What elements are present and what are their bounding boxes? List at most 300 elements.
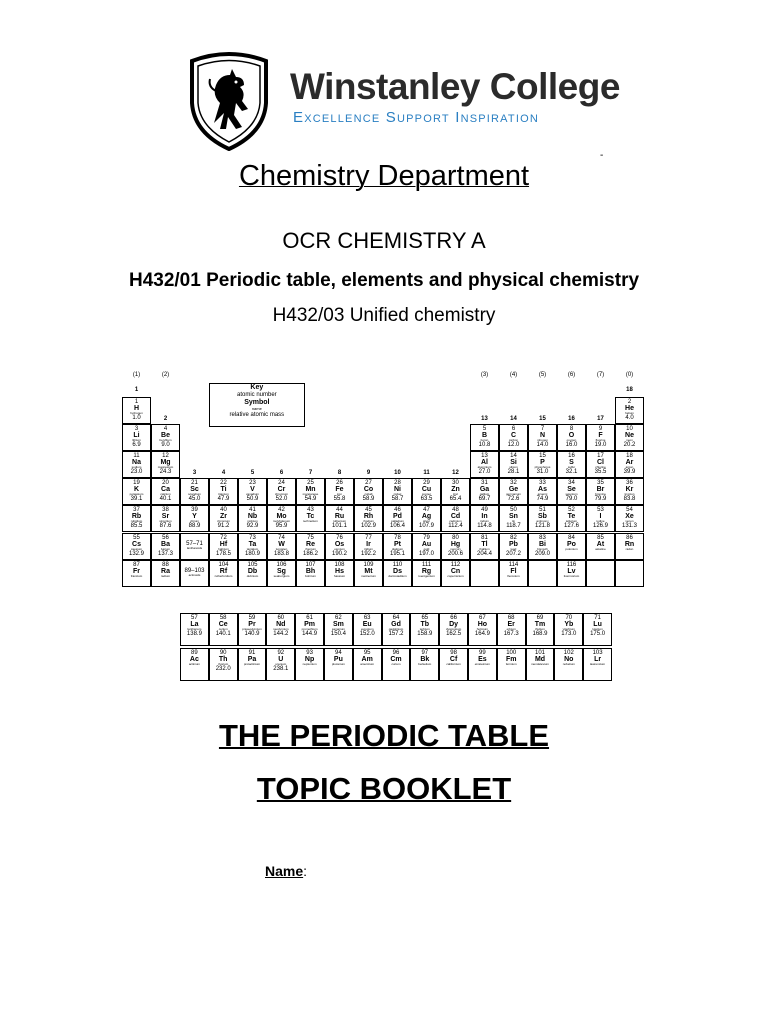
element-symbol: Er [507, 621, 515, 628]
element-cell [441, 560, 470, 587]
department-title: Chemistry Department [238, 160, 530, 192]
atomic-number: 103 [592, 650, 603, 656]
relative-atomic-mass: 167.3 [503, 631, 519, 637]
element-symbol: Ti [220, 486, 227, 494]
atomic-number: 29 [423, 480, 430, 487]
relative-atomic-mass: 85.5 [130, 523, 143, 530]
lanthanoid-cell [324, 613, 353, 646]
relative-atomic-mass: 69.7 [478, 496, 491, 503]
relative-atomic-mass: 55.8 [333, 496, 346, 503]
group-number: 6 [279, 470, 284, 477]
element-symbol: Ba [161, 540, 170, 548]
element-cell [441, 478, 470, 505]
element-symbol: N [539, 432, 546, 440]
element-cell [238, 533, 267, 560]
element-name: hassium [333, 573, 346, 578]
element-cell [499, 533, 528, 560]
relative-atomic-mass: 39.1 [130, 496, 143, 503]
key-line: atomic number [237, 392, 277, 399]
element-name: polonium [565, 546, 578, 551]
element-cell [267, 560, 296, 587]
element-name: nitrogen [537, 438, 548, 443]
atomic-number: 79 [423, 534, 430, 541]
element-symbol: Zr [220, 513, 227, 521]
element-cell [615, 533, 644, 560]
element-name: americium [360, 662, 375, 666]
element-cell [557, 451, 586, 478]
relative-atomic-mass: 63.5 [420, 496, 433, 503]
relative-atomic-mass: 158.9 [417, 631, 433, 637]
element-symbol: Po [567, 540, 576, 548]
atomic-number: 22 [220, 480, 227, 487]
group-number: 5 [250, 470, 255, 477]
relative-atomic-mass: 164.9 [474, 631, 490, 637]
atomic-number: 105 [247, 561, 258, 568]
atomic-number: 83 [539, 534, 546, 541]
actinoid-cell [554, 648, 583, 681]
element-name: carbon [508, 438, 519, 443]
periodic-table [120, 368, 648, 683]
element-cell [528, 560, 557, 587]
element-symbol: Se [567, 486, 576, 494]
element-name: sulfur [567, 465, 576, 470]
element-name: thallium [479, 546, 490, 551]
relative-atomic-mass: 24.3 [159, 469, 172, 476]
element-name: lanthanum [187, 627, 202, 631]
element-symbol: Pr [248, 621, 256, 628]
element-name: fluorine [595, 438, 606, 443]
element-symbol: Sc [190, 486, 199, 494]
element-symbol: K [133, 486, 140, 494]
relative-atomic-mass: 58.9 [362, 496, 375, 503]
element-name: strontium [159, 519, 172, 524]
element-cell [528, 424, 557, 451]
element-cell [383, 505, 412, 532]
atomic-number: 9 [598, 426, 603, 433]
relative-atomic-mass: 45.0 [188, 496, 201, 503]
atomic-number: 10 [626, 426, 633, 433]
lanthanoid-cell [468, 613, 497, 646]
relative-atomic-mass: 137.3 [157, 550, 173, 557]
relative-atomic-mass: 207.2 [505, 550, 521, 557]
relative-atomic-mass: 16.0 [565, 442, 578, 449]
element-name: silver [422, 519, 430, 524]
element-symbol: Rn [624, 540, 635, 548]
element-name: barium [160, 546, 171, 551]
element-symbol: Li [133, 432, 140, 440]
element-name: osmium [334, 546, 345, 551]
atomic-number: 24 [278, 480, 285, 487]
group-number: 1 [134, 387, 139, 393]
group-number: 18 [626, 387, 633, 393]
element-symbol: Pm [304, 621, 316, 628]
relative-atomic-mass: 175.0 [590, 631, 606, 637]
atomic-number: 59 [248, 615, 256, 621]
key-line: relative atomic mass [229, 411, 285, 418]
element-symbol: Ho [477, 621, 488, 628]
group-number: 4 [221, 470, 226, 477]
element-name: krypton [624, 492, 635, 497]
element-symbol: V [250, 486, 255, 494]
relative-atomic-mass: 144.9 [302, 631, 318, 637]
element-name: lawrencium [590, 662, 606, 666]
atomic-number: 75 [307, 534, 314, 541]
element-name: livermorium [563, 573, 580, 578]
element-symbol: Tl [481, 540, 488, 548]
atomic-number: 27 [365, 480, 372, 487]
college-motto: Excellence Support Inspiration [293, 109, 539, 126]
element-name: xenon [625, 519, 634, 524]
lanthanoid-cell [526, 613, 555, 646]
relative-atomic-mass: 27.0 [478, 469, 491, 476]
relative-atomic-mass: 88.9 [188, 523, 201, 530]
element-name: erbium [506, 627, 516, 631]
element-name: nobelium [562, 662, 575, 666]
element-symbol: Tc [306, 513, 315, 521]
element-name: astatine [595, 546, 606, 551]
element-symbol: Xe [625, 513, 634, 521]
atomic-number: 48 [452, 507, 459, 514]
atomic-number: 2 [627, 399, 632, 405]
element-name: niobium [247, 519, 258, 524]
element-name: plutonium [331, 662, 345, 666]
element-cell [470, 505, 499, 532]
element-name: hafnium [218, 546, 229, 551]
element-symbol: Mt [364, 567, 373, 575]
atomic-number: 86 [626, 534, 633, 541]
element-symbol: Am [361, 656, 373, 663]
element-cell [354, 505, 383, 532]
atomic-number: 46 [394, 507, 401, 514]
relative-atomic-mass: 186.2 [302, 550, 318, 557]
relative-atomic-mass: 35.5 [594, 469, 607, 476]
element-symbol: Nb [247, 513, 258, 521]
actinoid-cell [324, 648, 353, 681]
actinoid-cell [266, 648, 295, 681]
group-number: 9 [366, 470, 371, 477]
element-name: neodymium [273, 627, 289, 631]
group-number: 13 [481, 416, 488, 423]
element-name: hydrogen [130, 411, 143, 415]
element-name: scandium [188, 492, 201, 497]
element-symbol: Cm [390, 656, 402, 663]
element-symbol: Lu [593, 621, 602, 628]
atomic-number: 72 [220, 534, 227, 541]
element-name: radium [160, 573, 171, 578]
element-name: radon [625, 546, 634, 551]
element-cell [557, 560, 586, 587]
element-symbol: Db [247, 567, 258, 575]
atomic-number: 40 [220, 507, 227, 514]
element-name: darmstadtium [388, 573, 407, 578]
element-name: dysprosium [445, 627, 462, 631]
element-name: yttrium [190, 519, 199, 524]
atomic-number: 100 [506, 650, 517, 656]
element-name: sodium [131, 465, 142, 470]
element-name: nickel [393, 492, 402, 497]
relative-atomic-mass: 183.8 [273, 550, 289, 557]
key-title: Key [250, 384, 264, 391]
atomic-number: 94 [335, 650, 342, 656]
element-cell [180, 478, 209, 505]
relative-atomic-mass: 10.8 [478, 442, 491, 449]
relative-atomic-mass: 79.0 [565, 496, 578, 503]
element-symbol: Mn [305, 486, 316, 494]
element-name: copernicium [447, 573, 464, 578]
atomic-number: 111 [421, 561, 432, 568]
atomic-number: 76 [336, 534, 343, 541]
element-cell [528, 451, 557, 478]
atomic-number: 66 [450, 615, 457, 621]
element-name: boron [480, 438, 489, 443]
element-symbol: Co [363, 486, 374, 494]
element-cell [122, 451, 151, 478]
atomic-number: 95 [363, 650, 371, 656]
actinoid-cell [295, 648, 324, 681]
group-number: 2 [163, 416, 168, 423]
name-label: Name [265, 863, 304, 879]
element-name: seaborgium [273, 573, 290, 578]
actinoid-cell [526, 648, 555, 681]
atomic-number: 62 [335, 615, 342, 621]
relative-atomic-mass: 195.1 [389, 550, 405, 557]
element-symbol: Rb [131, 513, 142, 521]
element-symbol: Kr [625, 486, 634, 494]
element-cell [615, 560, 644, 587]
element-name: berkelium [418, 662, 432, 666]
element-symbol: Y [192, 513, 197, 521]
element-symbol: Cn [450, 567, 461, 575]
element-symbol: Pt [394, 540, 401, 548]
element-symbol: Pu [333, 656, 343, 663]
atomic-number: 44 [336, 507, 343, 514]
atomic-number: 91 [248, 650, 256, 656]
element-symbol: C [510, 432, 517, 440]
element-cell [383, 478, 412, 505]
element-cell [238, 505, 267, 532]
element-cell [383, 560, 412, 587]
atomic-number: 20 [162, 480, 169, 487]
atomic-number: 51 [539, 507, 546, 514]
atomic-number: 88 [162, 561, 169, 568]
element-symbol: Hf [219, 540, 228, 548]
corner-mark: - [600, 150, 604, 161]
specification-title: OCR CHEMISTRY A [282, 228, 486, 253]
atomic-number: 60 [277, 615, 285, 621]
element-name: uranium [275, 662, 287, 666]
element-name: zirconium [217, 519, 230, 524]
element-symbol: Be [161, 432, 170, 440]
atomic-number: 11 [133, 453, 140, 460]
atomic-number: 81 [481, 534, 488, 541]
element-symbol: Ag [421, 513, 432, 521]
relative-atomic-mass: 12.0 [507, 442, 520, 449]
element-cell [209, 478, 238, 505]
element-name: oxygen [566, 438, 577, 443]
element-name: chlorine [595, 465, 606, 470]
relative-atomic-mass: 19.0 [594, 442, 607, 449]
element-cell [383, 533, 412, 560]
element-symbol: Cs [132, 540, 141, 548]
relative-atomic-mass: 4.0 [625, 415, 634, 421]
atomic-number: 108 [334, 561, 345, 568]
relative-atomic-mass: 238.1 [273, 666, 289, 672]
group-number: 14 [510, 416, 517, 423]
atomic-number: 28 [394, 480, 401, 487]
relative-atomic-mass: 14.0 [536, 442, 549, 449]
element-symbol: Ar [625, 459, 634, 467]
relative-atomic-mass: 87.6 [159, 523, 172, 530]
atomic-number: 14 [510, 453, 517, 460]
actinoid-cell [353, 648, 382, 681]
element-cell [615, 505, 644, 532]
actinoid-label: actinoids [188, 572, 201, 577]
atomic-number: 5 [482, 426, 487, 433]
atomic-number: 43 [307, 507, 314, 514]
element-symbol: Es [478, 656, 487, 663]
element-cell [412, 560, 441, 587]
atomic-number: 104 [218, 561, 229, 568]
element-name: protactinium [243, 662, 261, 666]
element-symbol: Np [304, 656, 315, 663]
element-cell [354, 560, 383, 587]
element-symbol: Ra [161, 567, 170, 575]
element-symbol: Si [510, 459, 517, 467]
element-symbol: In [481, 513, 488, 521]
actinoid-cell [238, 648, 267, 681]
element-cell [470, 533, 499, 560]
relative-atomic-mass: 58.7 [391, 496, 404, 503]
element-symbol: Tm [534, 621, 546, 628]
element-name: flerovium [507, 573, 520, 578]
relative-atomic-mass: 83.8 [623, 496, 636, 503]
element-cell [296, 478, 325, 505]
element-name: palladium [391, 519, 404, 524]
element-name: cadmium [449, 519, 462, 524]
atomic-number: 78 [394, 534, 401, 541]
atomic-number: 58 [219, 615, 227, 621]
element-symbol: P [540, 459, 545, 467]
relative-atomic-mass: 157.2 [388, 631, 404, 637]
name-field[interactable] [265, 863, 307, 879]
atomic-number: 30 [452, 480, 459, 487]
element-cell [122, 505, 151, 532]
element-cell [615, 424, 644, 451]
relative-atomic-mass: 118.7 [506, 523, 521, 530]
relative-atomic-mass: 140.1 [215, 631, 231, 637]
element-cell [151, 451, 180, 478]
atomic-number: 93 [306, 650, 313, 656]
atomic-number: 73 [249, 534, 256, 541]
lanthanoid-cell [410, 613, 439, 646]
element-symbol: Bk [420, 656, 430, 663]
relative-atomic-mass: 31.0 [536, 469, 549, 476]
atomic-number: 102 [563, 650, 574, 656]
relative-atomic-mass: 204.4 [476, 550, 492, 557]
element-symbol: Ds [393, 567, 402, 575]
relative-atomic-mass: 197.0 [418, 550, 434, 557]
element-symbol: Fm [505, 656, 517, 663]
lanthanoid-placeholder [180, 533, 209, 560]
actinoid-cell [382, 648, 411, 681]
booklet-title: THE PERIODIC TABLE [218, 718, 550, 753]
element-symbol: Mo [276, 513, 287, 521]
element-symbol: U [278, 656, 284, 663]
element-symbol: Tb [420, 621, 430, 628]
group-label-old: (7) [596, 372, 605, 378]
element-symbol: Os [334, 540, 345, 548]
element-symbol: Sn [509, 513, 518, 521]
atomic-number: 57 [191, 615, 198, 621]
element-symbol: Sb [538, 513, 547, 521]
element-cell [209, 505, 238, 532]
college-name: Winstanley College [290, 66, 620, 107]
atomic-number: 54 [626, 507, 633, 514]
relative-atomic-mass: 106.4 [389, 523, 405, 530]
paper-1-title: H432/01 Periodic table, elements and physical chemistry [128, 270, 640, 291]
element-name: zinc [452, 492, 459, 497]
element-symbol: Lr [594, 656, 602, 663]
element-symbol: Bh [305, 567, 316, 575]
element-name: terbium [419, 627, 430, 631]
element-name: curium [391, 662, 401, 666]
college-crest-logo [186, 51, 272, 151]
element-symbol: Ga [479, 486, 490, 494]
relative-atomic-mass: 190.2 [331, 550, 347, 557]
element-name: iron [336, 492, 342, 497]
actinoid-cell [468, 648, 497, 681]
actinoid-range: 89–103 [184, 567, 205, 574]
atomic-number: 13 [481, 453, 488, 460]
element-symbol: No [564, 656, 574, 663]
element-name: mercury [450, 546, 461, 551]
element-symbol: Te [567, 513, 576, 521]
element-name: francium [130, 573, 143, 578]
element-name: mendelevium [531, 662, 549, 666]
actinoid-cell [497, 648, 526, 681]
element-cell [122, 478, 151, 505]
element-cell [267, 505, 296, 532]
atomic-number: 31 [481, 480, 488, 487]
atomic-number: 3 [134, 426, 139, 433]
lanthanoid-cell [266, 613, 295, 646]
element-name: cobalt [364, 492, 373, 497]
element-cell [325, 560, 354, 587]
lanthanoid-cell [554, 613, 583, 646]
element-name: selenium [565, 492, 578, 497]
atomic-number: 64 [392, 615, 400, 621]
element-cell [528, 505, 557, 532]
atomic-number: 33 [539, 480, 546, 487]
relative-atomic-mass: 79.9 [594, 496, 607, 503]
atomic-number: 110 [392, 561, 403, 568]
lanthanoid-cell [497, 613, 526, 646]
element-symbol: Hs [335, 567, 344, 575]
element-name: cerium [218, 627, 228, 631]
relative-atomic-mass: 39.9 [623, 469, 636, 476]
element-name: einsteinium [474, 662, 490, 666]
atomic-number: 98 [450, 650, 457, 656]
element-cell [557, 533, 586, 560]
element-cell [441, 533, 470, 560]
relative-atomic-mass: 6.9 [132, 442, 141, 449]
relative-atomic-mass: 126.9 [592, 523, 608, 530]
atomic-number: 85 [597, 534, 604, 541]
element-symbol: Cf [449, 656, 458, 663]
element-cell [325, 505, 354, 532]
element-symbol: La [190, 621, 199, 628]
element-symbol: He [625, 405, 634, 412]
